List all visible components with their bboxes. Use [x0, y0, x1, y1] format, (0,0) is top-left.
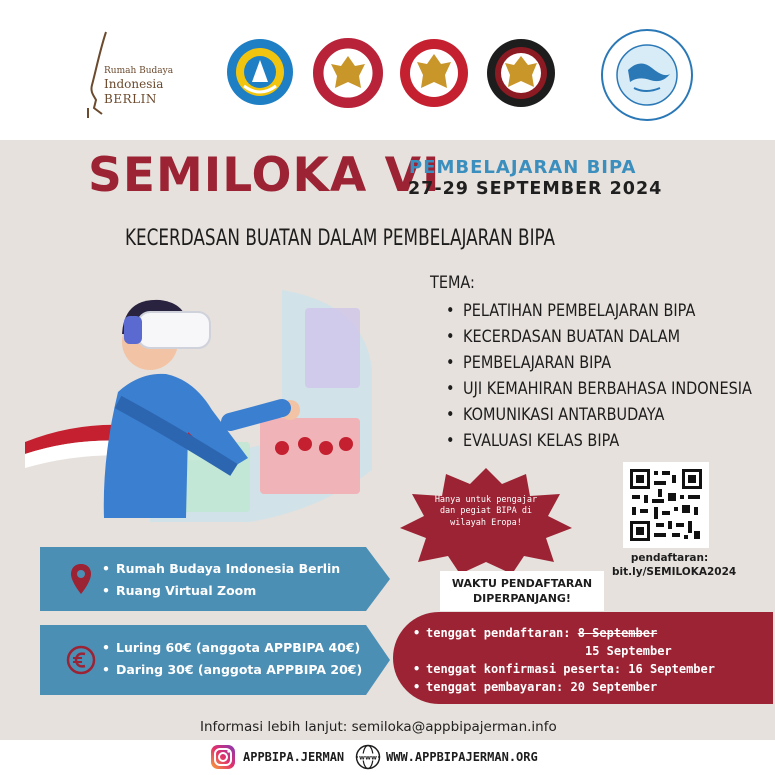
event-dates: 27-29 SEPTEMBER 2024 [408, 179, 663, 199]
konsulat-hamburg-seal-icon [486, 38, 556, 108]
registration-extended-notice [440, 571, 604, 611]
tema-label: TEMA: [430, 273, 475, 293]
euro-icon [66, 645, 96, 675]
instagram-handle[interactable]: APPBIPA.JERMAN [243, 750, 345, 764]
globe-www-text: www [358, 753, 378, 762]
tema-item: • PELATIHAN PEMBELAJARAN BIPA [446, 298, 718, 324]
rumah-budaya-logo-text [104, 66, 173, 107]
deadline-registration-new: 15 September [585, 644, 672, 658]
fee-list [102, 637, 362, 681]
rbi-line1: Rumah Budaya [104, 66, 174, 76]
rbi-line3: BERLIN [104, 92, 157, 107]
globe-icon [355, 744, 381, 770]
deadline-confirmation: • tenggat konfirmasi peserta: 16 September [413, 660, 715, 678]
eligibility-badge-text [418, 495, 554, 529]
tema-item-continuation [446, 350, 718, 376]
vr-illustration [20, 270, 400, 540]
kbri-berlin-seal-icon [399, 38, 469, 108]
event-subtitle: PEMBELAJARAN BIPA [409, 157, 637, 178]
deadlines-list [413, 624, 715, 696]
badge-line1: Hanya untuk pengajar [434, 495, 538, 505]
deadline-registration-old: 8 September [577, 626, 658, 640]
registration-link[interactable]: bit.ly/SEMILOKA2024 [612, 566, 737, 579]
appbipa-jerman-seal-icon [600, 28, 694, 122]
deadline-payment: • tenggat pembayaran: 20 September [413, 678, 715, 696]
deadline-registration-label: tenggat pendaftaran: [426, 626, 578, 640]
instagram-icon[interactable] [210, 744, 236, 770]
badge-line3: wilayah Eropa! [450, 517, 522, 528]
registration-caption [612, 551, 737, 579]
registration-qr-code[interactable] [623, 462, 709, 548]
location-item: • Ruang Virtual Zoom [102, 580, 340, 602]
fee-item: • Luring 60€ (anggota APPBIPA 40€) [102, 637, 362, 659]
extended-line2: DIPERPANJANG! [473, 592, 571, 606]
location-pin-icon [70, 563, 92, 595]
tema-item: • UJI KEMAHIRAN BERBAHASA INDONESIA [446, 376, 718, 402]
event-theme: KECERDASAN BUATAN DALAM PEMBELAJARAN BIPA [125, 226, 555, 251]
deadline-registration [413, 624, 715, 642]
tut-wuri-handayani-seal-icon [226, 38, 294, 106]
location-item: • Rumah Budaya Indonesia Berlin [102, 558, 340, 580]
registration-label: pendaftaran: [630, 552, 709, 564]
tema-item-continuation-text: PEMBELAJARAN BIPA [463, 353, 612, 373]
badge-line2: dan pegiat BIPA di [439, 506, 533, 517]
event-title: SEMILOKA VI [88, 148, 441, 203]
extended-line1: WAKTU PENDAFTARAN [451, 577, 593, 590]
tema-item: • EVALUASI KELAS BIPA [446, 428, 718, 454]
rbi-line2: Indonesia [104, 77, 164, 92]
tema-item: • KOMUNIKASI ANTARBUDAYA [446, 402, 718, 428]
qr-code-icon [628, 467, 704, 543]
fee-item: • Daring 30€ (anggota APPBIPA 20€) [102, 659, 362, 681]
website-link[interactable]: WWW.APPBIPAJERMAN.ORG [386, 750, 538, 764]
contact-info: Informasi lebih lanjut: semiloka@appbipajerman.info [200, 719, 557, 735]
location-list [102, 558, 340, 602]
tema-list [446, 298, 766, 454]
konsulat-frankfurt-seal-icon [313, 38, 383, 108]
tema-item: • KECERDASAN BUATAN DALAM [446, 324, 718, 350]
